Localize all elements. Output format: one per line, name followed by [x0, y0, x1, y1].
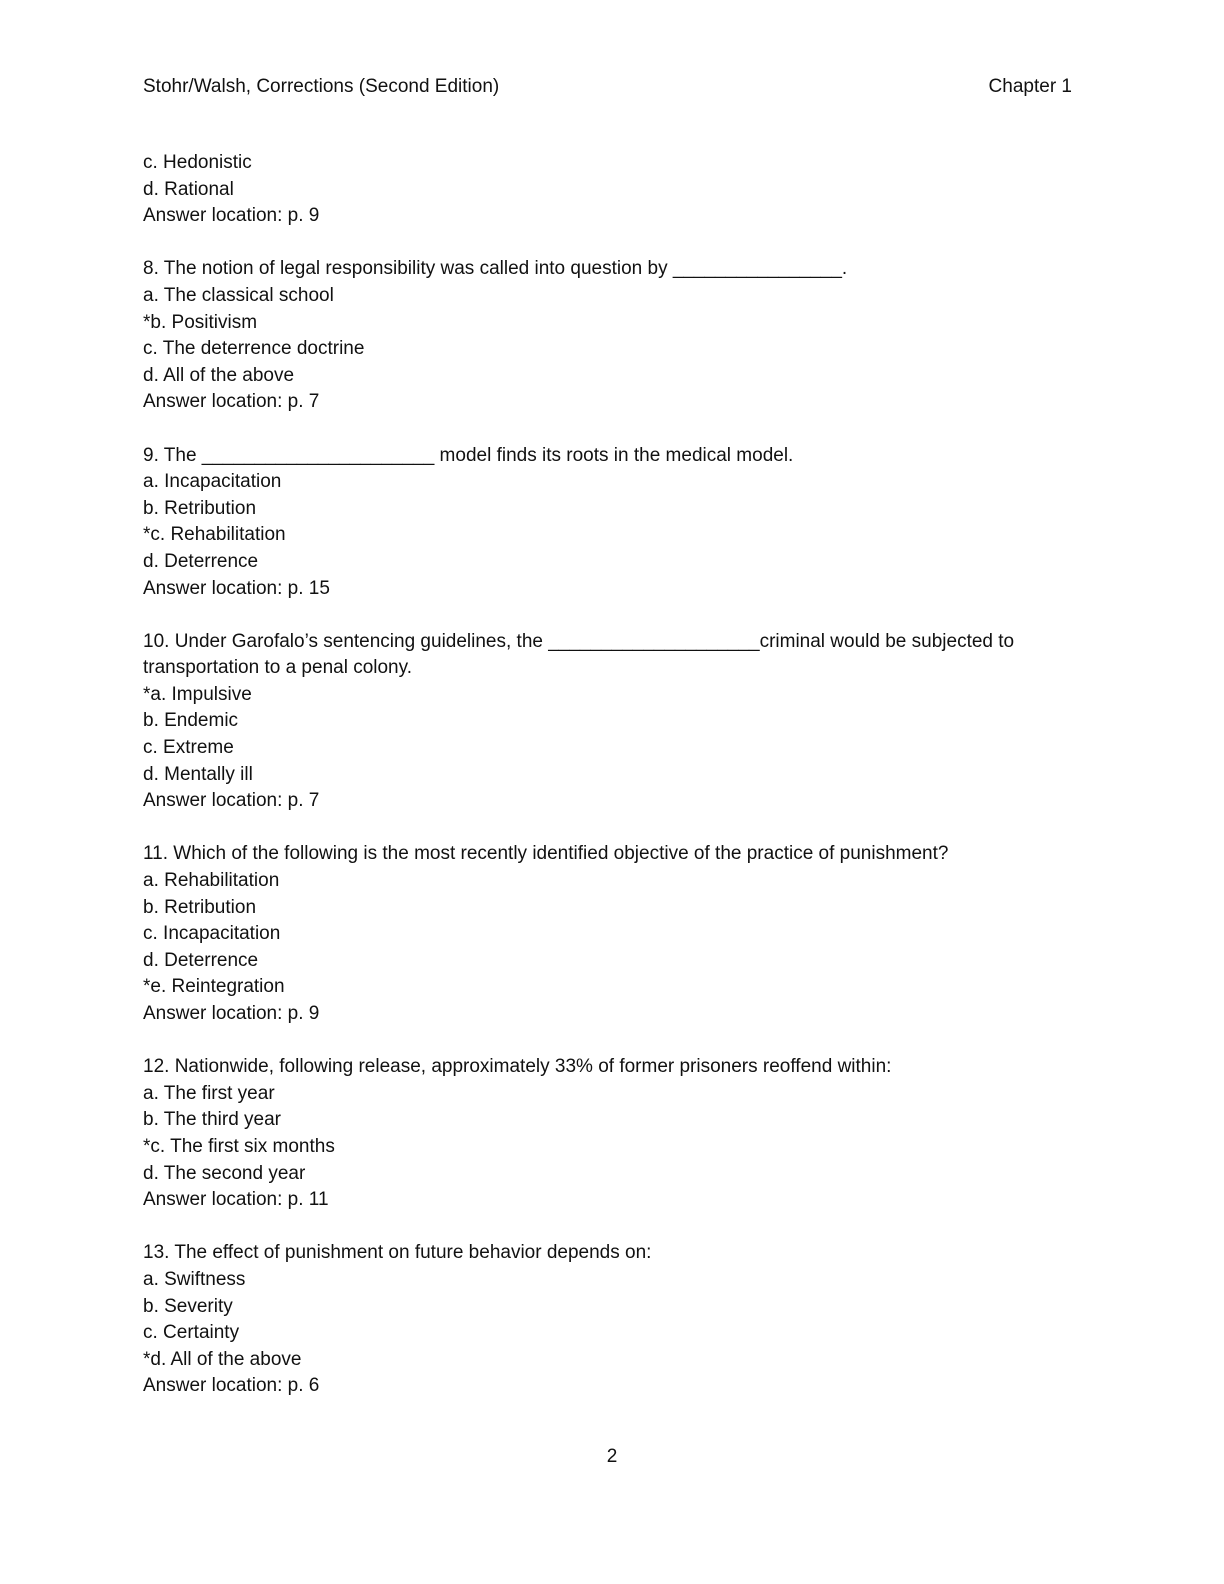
text-line: c. Hedonistic: [143, 152, 252, 173]
text-line: d. The second year: [143, 1162, 306, 1184]
text-line: d. Deterrence: [143, 550, 259, 572]
text-line: b. Retribution: [143, 497, 257, 519]
text-line: *c. The first six months: [143, 1135, 335, 1157]
text-line: c. The deterrence doctrine: [143, 338, 365, 360]
question-13: [143, 1240, 1070, 1400]
question-10: [143, 629, 1070, 815]
text-line: c. Incapacitation: [143, 923, 281, 945]
text-line: d. Mentally ill: [143, 763, 253, 785]
text-line: d. Rational: [143, 178, 234, 200]
text-line: 13. The effect of punishment on future behavior depends on:: [143, 1242, 652, 1264]
page-footer: [0, 1446, 1224, 1468]
question-11: [143, 841, 1070, 1027]
text-line: 8. The notion of legal responsibility was called into question by ________________.: [143, 258, 848, 280]
header-chapter-label: Chapter 1: [988, 76, 1072, 97]
text-line: a. Incapacitation: [143, 471, 282, 493]
text-line: 11. Which of the following is the most recently identified objective of the practice of punishment?: [143, 843, 949, 865]
text-line: Answer location: p. 6: [143, 1375, 320, 1397]
text-line: Answer location: p. 11: [143, 1189, 329, 1211]
question-8: [143, 256, 1070, 416]
text-line: 12. Nationwide, following release, approximately 33% of former prisoners reoffend within:: [143, 1056, 892, 1078]
text-line: b. Retribution: [143, 896, 257, 918]
text-line: *e. Reintegration: [143, 976, 285, 998]
header-document-title: Stohr/Walsh, Corrections (Second Edition): [143, 76, 500, 97]
text-line: d. Deterrence: [143, 949, 259, 971]
text-line: *b. Positivism: [143, 311, 258, 333]
text-line: 9. The ______________________ model finds its roots in the medical model.: [143, 444, 794, 466]
text-line: 10. Under Garofalo’s sentencing guidelines, the ____________________criminal would be subjected to transportation to a penal colony.: [143, 630, 1020, 679]
text-line: b. Endemic: [143, 710, 239, 732]
text-line: c. Certainty: [143, 1322, 240, 1344]
page-header: [143, 76, 1072, 98]
text-line: *a. Impulsive: [143, 683, 252, 705]
text-line: Answer location: p. 15: [143, 577, 330, 599]
text-line: c. Extreme: [143, 737, 234, 759]
document-body: [143, 150, 1070, 1427]
question-7-tail: [143, 150, 1070, 230]
question-9: [143, 443, 1070, 603]
text-line: a. Rehabilitation: [143, 870, 280, 892]
text-line: *d. All of the above: [143, 1348, 302, 1370]
question-12: [143, 1054, 1070, 1214]
text-line: a. Swiftness: [143, 1268, 246, 1290]
page-number: 2: [606, 1446, 618, 1467]
text-line: Answer location: p. 9: [143, 205, 320, 227]
text-line: b. The third year: [143, 1109, 282, 1131]
text-line: Answer location: p. 9: [143, 1003, 320, 1024]
text-line: a. The first year: [143, 1082, 275, 1104]
text-line: *c. Rehabilitation: [143, 524, 286, 546]
text-line: d. All of the above: [143, 364, 295, 386]
text-line: a. The classical school: [143, 284, 334, 306]
text-line: Answer location: p. 7: [143, 790, 320, 812]
text-line: b. Severity: [143, 1295, 233, 1317]
text-line: Answer location: p. 7: [143, 391, 320, 413]
